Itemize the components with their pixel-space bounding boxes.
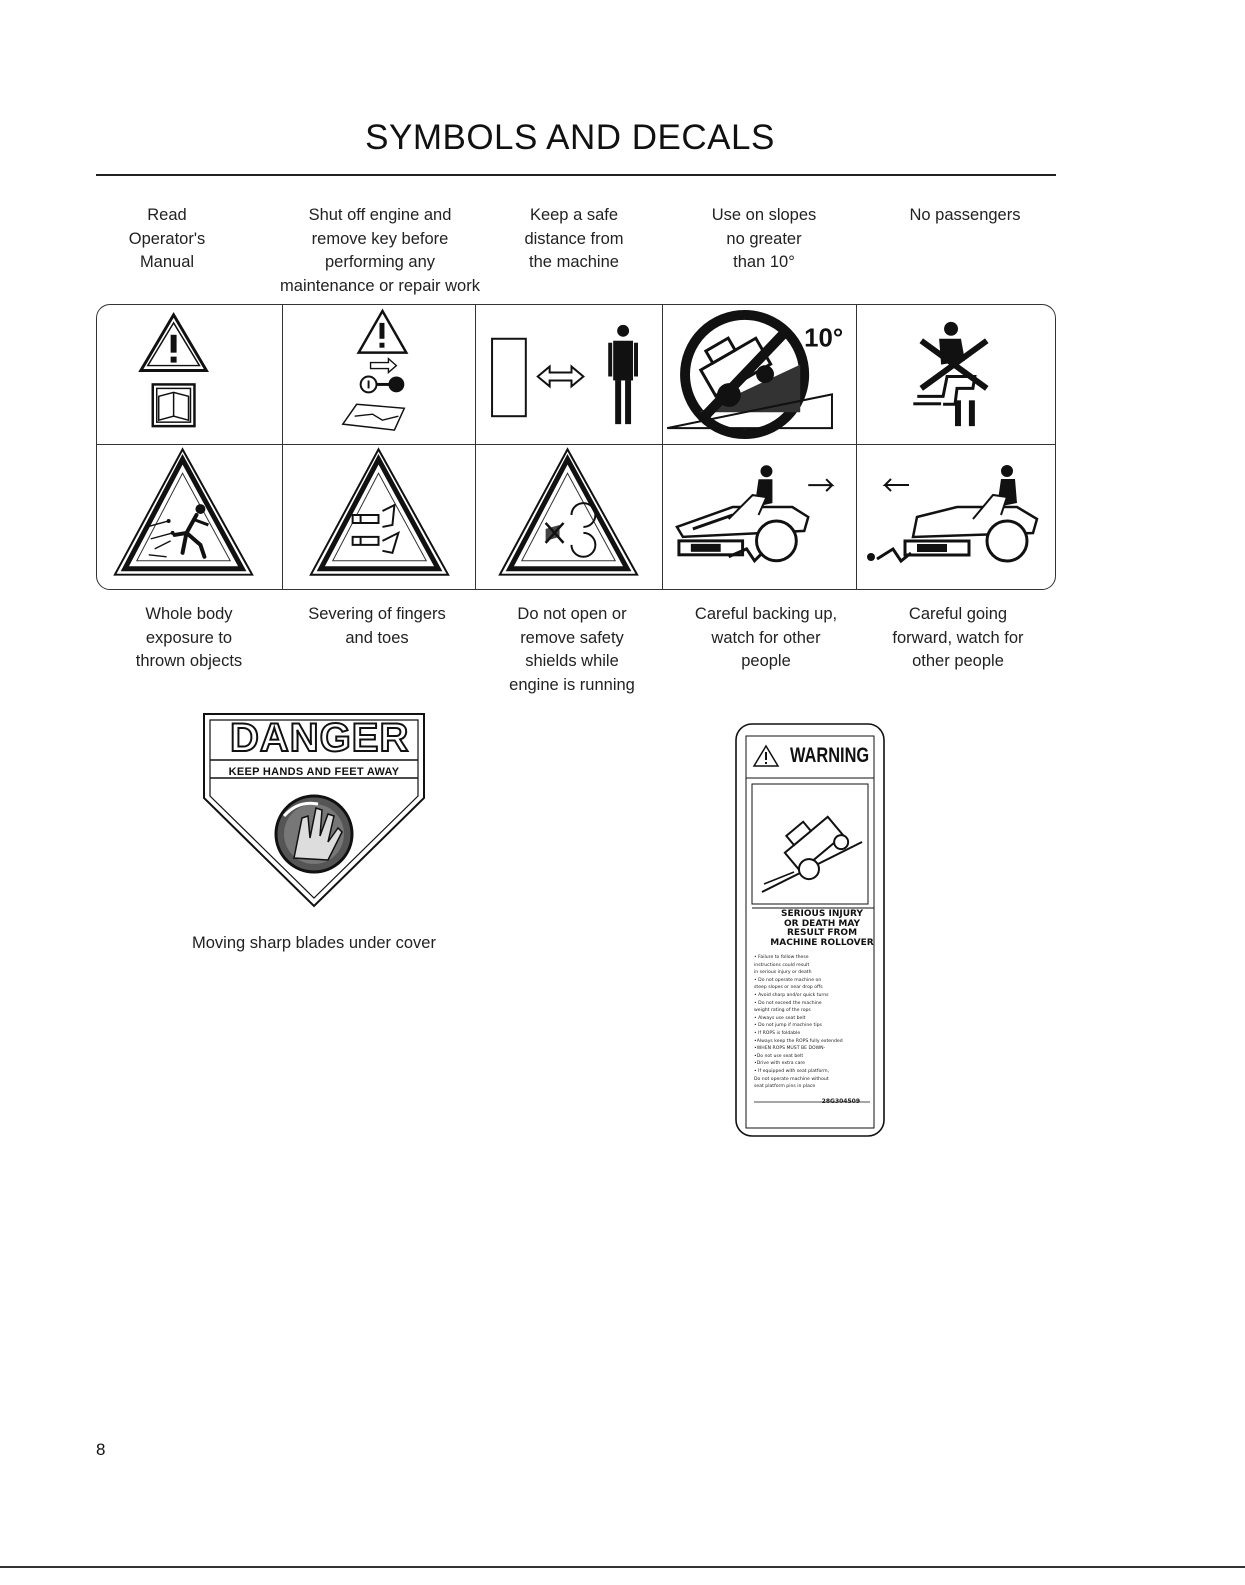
caption-line: maintenance or repair work [280, 276, 480, 295]
safe-distance-icon [476, 305, 663, 445]
caption-line: Manual [139, 253, 195, 271]
caption-line: Use on slopes [711, 206, 817, 224]
no-passengers-icon [857, 305, 1055, 445]
caption-line: Shut off engine and [308, 206, 452, 224]
caption-line: thrown objects [135, 652, 243, 670]
careful-forward-icon [857, 445, 1055, 589]
caption-line: shields while [525, 652, 619, 670]
caption-line: people [741, 652, 791, 670]
warning-fine-line: •WHEN ROPS MUST BE DOWN- [754, 1046, 826, 1052]
caption-line: Whole body [145, 605, 233, 623]
slope-limit-icon [663, 305, 857, 445]
warning-fine-line: • Do not operate machine on [754, 977, 822, 983]
bottom-caption-2 [282, 603, 472, 650]
warning-fine-line: • Do not jump if machine tips [754, 1023, 822, 1029]
careful-backing-icon [663, 445, 857, 589]
caption-line: Read [147, 206, 187, 224]
caption-line: Severing of fingers [308, 605, 446, 623]
top-caption-3 [500, 204, 648, 275]
bottom-caption-1 [96, 603, 282, 674]
warning-fine-line: steep slopes or near drop offs [754, 985, 823, 991]
bottom-caption-4 [670, 603, 862, 674]
bottom-rule [0, 1566, 1245, 1568]
bottom-caption-5 [862, 603, 1054, 674]
warning-fine-line: • If equipped with seat platform, [754, 1068, 830, 1074]
warning-fine-line: • Avoid sharp and/or quick turns [754, 992, 829, 998]
caption-line: Operator's [128, 229, 206, 248]
safety-shields-icon [476, 445, 663, 589]
page-title: SYMBOLS AND DECALS [365, 118, 775, 157]
warning-fine-line: • Failure to follow these [754, 955, 809, 960]
top-caption-4 [690, 204, 838, 275]
caption-line: distance from [524, 229, 624, 248]
caption-line: Keep a safe [529, 206, 619, 224]
danger-subtitle: KEEP HANDS AND FEET AWAY [228, 766, 400, 778]
caption-line: performing any [324, 253, 436, 271]
bottom-caption-3 [472, 603, 672, 697]
caption-line: No passengers [909, 206, 1021, 224]
warning-part-number: 28G304509 [821, 1098, 860, 1105]
caption-line: forward, watch for [892, 628, 1024, 647]
warning-fine-line: •Do not use seat belt [754, 1053, 804, 1059]
caption-line: other people [912, 652, 1004, 670]
page-number: 8 [96, 1440, 106, 1459]
caption-line: Careful going [908, 605, 1008, 623]
warning-heading-line: SERIOUS INJURY [781, 909, 863, 919]
caption-line: remove key before [311, 229, 449, 248]
symbol-panel [96, 304, 1056, 590]
caption-line: Do not open or [517, 605, 627, 623]
warning-fine-line: in serious injury or death [754, 970, 812, 976]
caption-line: remove safety [520, 628, 624, 647]
warning-fine-line: • Do not exceed the machine [754, 1000, 822, 1006]
warning-fine-line: • If ROPS is foldable [754, 1030, 801, 1036]
severing-fingers-toes-icon [283, 445, 476, 589]
caption-line: the machine [529, 253, 619, 271]
warning-fine-line: Do not operate machine without [754, 1076, 829, 1082]
caption-line: engine is running [509, 675, 635, 694]
top-caption-1 [96, 204, 238, 275]
thrown-objects-icon [97, 445, 283, 589]
caption-line: and toes [345, 628, 409, 647]
warning-fine-line: weight rating of the rops [754, 1008, 811, 1014]
read-manual-icon [97, 305, 283, 445]
danger-caption: Moving sharp blades under cover [192, 934, 436, 952]
shut-off-engine-icon [283, 305, 476, 445]
warning-fine-line: seat platform pins in place [754, 1084, 816, 1090]
slope-label: 10° [804, 324, 844, 353]
danger-headline: DANGER [230, 716, 410, 760]
warning-heading-line: RESULT FROM [786, 928, 858, 938]
caption-line: than 10° [733, 253, 795, 271]
warning-heading-line: OR DEATH MAY [784, 918, 860, 929]
warning-fine-line: •Drive with extra care [754, 1061, 806, 1067]
danger-decal [200, 708, 430, 918]
warning-decal [734, 722, 886, 1140]
caption-line: exposure to [145, 628, 233, 647]
top-caption-5 [880, 204, 1050, 228]
title-rule [96, 174, 1056, 176]
warning-heading [760, 910, 884, 948]
warning-fine-line: • Always use seat belt [754, 1015, 806, 1021]
top-caption-2 [262, 204, 498, 298]
warning-fine-line: •Always keep the ROPS fully extended [754, 1038, 843, 1044]
warning-heading-line: MACHINE ROLLOVER [770, 937, 874, 948]
caption-line: watch for other [711, 628, 821, 647]
warning-fine-print [754, 954, 888, 1091]
caption-line: Careful backing up, [694, 605, 838, 623]
caption-line: no greater [726, 229, 802, 248]
warning-headline: WARNING [790, 744, 870, 767]
warning-fine-line: instructions could result [754, 962, 810, 968]
